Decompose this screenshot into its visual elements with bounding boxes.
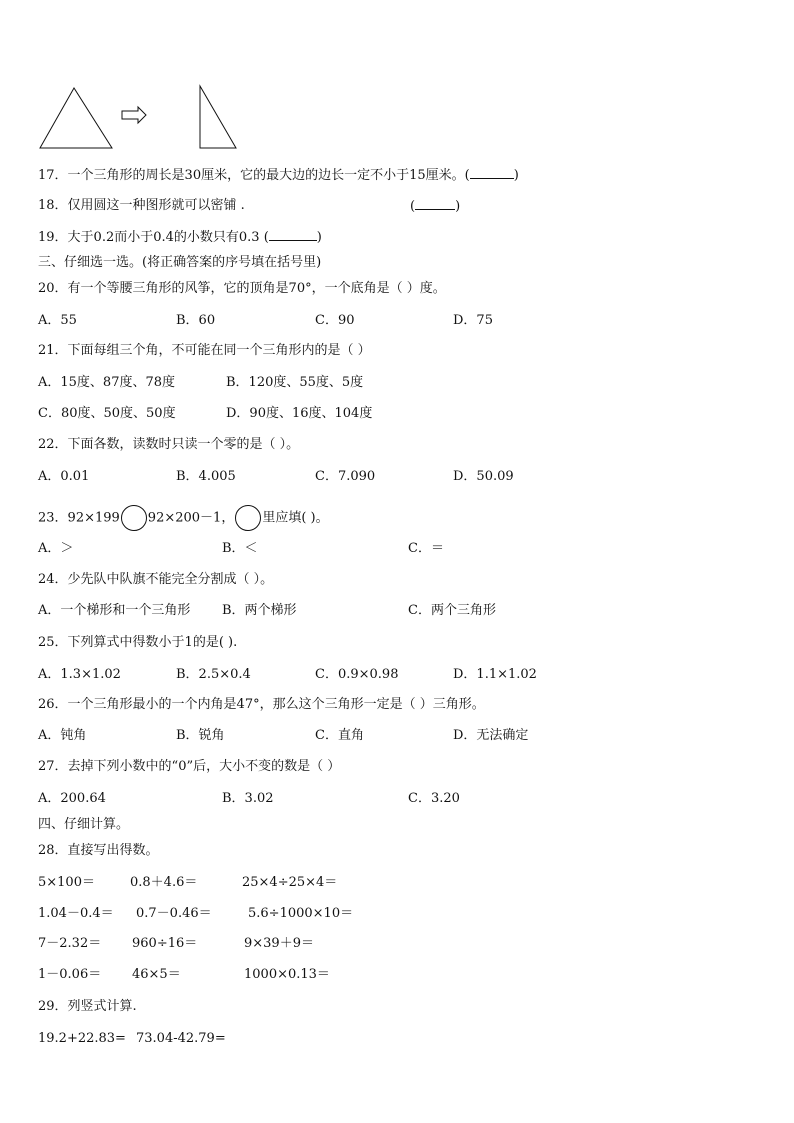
- q22-option-d[interactable]: D．50.09: [453, 469, 514, 484]
- calc-item: 9×39＋9＝: [244, 936, 314, 951]
- q24-option-c[interactable]: C．两个三角形: [408, 603, 496, 618]
- answer-blank[interactable]: [470, 167, 514, 179]
- q25-option-c[interactable]: C．0.9×0.98: [315, 667, 399, 682]
- question-25: 25．下列算式中得数小于1的是( ).: [38, 635, 238, 650]
- q20-option-b[interactable]: B．60: [176, 313, 216, 328]
- q26-option-b[interactable]: B．锐角: [176, 728, 225, 743]
- answer-blank[interactable]: [269, 229, 317, 241]
- question-18: 18．仅用圆这一种图形就可以密铺 . ( ): [38, 198, 461, 214]
- calc-item: 25×4÷25×4＝: [242, 875, 338, 890]
- q21-option-c[interactable]: C．80度、50度、50度: [38, 406, 176, 421]
- answer-blank[interactable]: [415, 198, 455, 210]
- q27-option-c[interactable]: C．3.20: [408, 791, 460, 806]
- question-21: 21．下面每组三个角，不可能在同一个三角形内的是（ ）: [38, 343, 371, 358]
- q25-option-d[interactable]: D．1.1×1.02: [453, 667, 537, 682]
- question-23: 23．92×199 92×200－1， 里应填( )。: [38, 505, 329, 531]
- arrow-right-icon: [122, 107, 146, 123]
- q22-option-c[interactable]: C．7.090: [315, 469, 376, 484]
- q24-option-b[interactable]: B．两个梯形: [222, 603, 297, 618]
- q20-option-c[interactable]: C．90: [315, 313, 355, 328]
- q24-option-a[interactable]: A．一个梯形和一个三角形: [38, 603, 191, 618]
- calc-item: 1000×0.13＝: [244, 967, 330, 982]
- section-3-heading: 三、仔细选一选。(将正确答案的序号填在括号里): [38, 255, 322, 270]
- question-22: 22．下面各数，读数时只读一个零的是（ ）。: [38, 437, 300, 452]
- q23-option-c[interactable]: C．＝: [408, 541, 444, 556]
- q21-option-b[interactable]: B．120度、55度、5度: [226, 375, 364, 390]
- q26-option-a[interactable]: A．钝角: [38, 728, 87, 743]
- q27-option-a[interactable]: A．200.64: [38, 791, 106, 806]
- question-29: 29．列竖式计算.: [38, 999, 137, 1014]
- question-26: 26．一个三角形最小的一个内角是47°，那么这个三角形一定是（ ）三角形。: [38, 697, 485, 712]
- compare-circle-blank[interactable]: [121, 505, 147, 531]
- question-17: 17．一个三角形的周长是30厘米，它的最大边的边长一定不小于15厘米。( ): [38, 168, 519, 183]
- calc-item: 0.7－0.46＝: [136, 906, 212, 921]
- calc-item: 5×100＝: [38, 875, 95, 890]
- calc-item: 0.8＋4.6＝: [130, 875, 198, 890]
- calc-item: 5.6÷1000×10＝: [248, 906, 354, 921]
- triangle-transform-figure: [36, 84, 246, 154]
- q27-option-b[interactable]: B．3.02: [222, 791, 274, 806]
- q26-option-c[interactable]: C．直角: [315, 728, 364, 743]
- calc-item: 46×5＝: [132, 967, 181, 982]
- vertical-calc-item: 19.2+22.83=: [38, 1031, 126, 1046]
- q21-option-d[interactable]: D．90度、16度、104度: [226, 406, 373, 421]
- q22-option-b[interactable]: B．4.005: [176, 469, 236, 484]
- question-28: 28．直接写出得数。: [38, 843, 159, 858]
- q23-option-a[interactable]: A．＞: [38, 541, 74, 556]
- q25-option-a[interactable]: A．1.3×1.02: [38, 667, 121, 682]
- question-27: 27．去掉下列小数中的“0”后，大小不变的数是（ ）: [38, 759, 341, 774]
- section-4-heading: 四、仔细计算。: [38, 817, 130, 832]
- q20-option-a[interactable]: A．55: [38, 313, 77, 328]
- question-24: 24．少先队中队旗不能完全分割成（ ）。: [38, 572, 274, 587]
- vertical-calc-item: 73.04-42.79=: [136, 1031, 226, 1046]
- q20-option-d[interactable]: D．75: [453, 313, 493, 328]
- question-19: 19．大于0.2而小于0.4的小数只有0.3 ( ): [38, 230, 322, 245]
- q21-option-a[interactable]: A．15度、87度、78度: [38, 375, 176, 390]
- q22-option-a[interactable]: A．0.01: [38, 469, 90, 484]
- calc-item: 960÷16＝: [132, 936, 198, 951]
- q23-option-b[interactable]: B．＜: [222, 541, 258, 556]
- calc-item: 1.04－0.4＝: [38, 906, 114, 921]
- q26-option-d[interactable]: D．无法确定: [453, 728, 529, 743]
- equilateral-triangle: [40, 88, 112, 148]
- q25-option-b[interactable]: B．2.5×0.4: [176, 667, 251, 682]
- calc-item: 1－0.06＝: [38, 967, 102, 982]
- right-triangle: [200, 86, 236, 148]
- compare-circle-symbol: [235, 505, 261, 531]
- calc-item: 7－2.32＝: [38, 936, 102, 951]
- question-20: 20．有一个等腰三角形的风筝，它的顶角是70°，一个底角是（ ）度。: [38, 281, 446, 296]
